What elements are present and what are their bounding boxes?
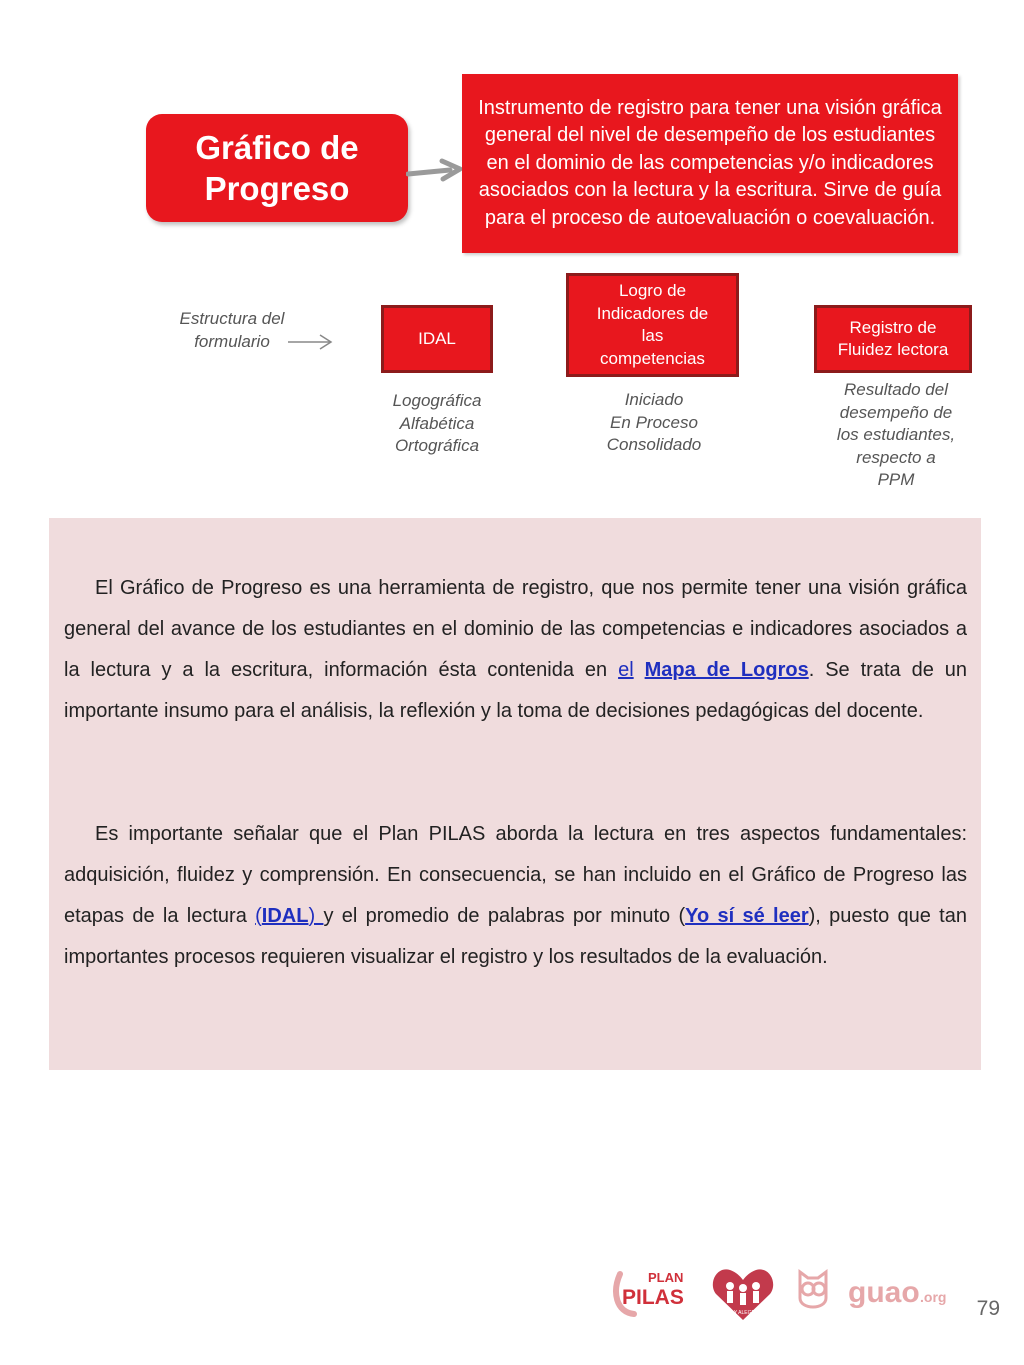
fe-y-alegria-text: FE Y ALEGRIA — [726, 1310, 760, 1316]
plan-pilas-logo — [616, 1270, 684, 1314]
thin-arrow-right-icon — [286, 332, 336, 352]
sub-item: Logográfica — [392, 391, 482, 410]
page-number: 79 — [976, 1297, 1000, 1320]
idal-link[interactable] — [255, 905, 323, 927]
sub-item: los estudiantes, — [836, 425, 956, 444]
sub-list-idal — [372, 390, 502, 458]
idal-link-open: ( — [255, 905, 262, 927]
guao-logo — [800, 1272, 946, 1309]
sub-item: Resultado del — [844, 380, 948, 399]
title-line-1: Gráfico de — [195, 129, 359, 166]
paragraph-2-text: Es importante señalar que el Plan PILAS aborda la lectura en tres aspectos fundamentales: adquisición, fluidez y comprensión. En consecuencia, se han incluido en el Gráfico de Progreso las etapas de la lectura — [64, 823, 967, 927]
sub-list-registro — [816, 379, 976, 492]
paragraph-1-text: El Gráfico de Progreso es una herramienta de registro, que nos permite tener una visión gráfica general del avance de los estudiantes en el dominio de las competencias e indicadores asociados a la lectura y a la escritura, información ésta contenida en — [64, 577, 967, 681]
sub-item: Alfabética — [399, 413, 475, 433]
arrow-right-icon — [406, 150, 466, 190]
paragraph-2 — [64, 814, 967, 978]
paragraph-1 — [64, 568, 967, 732]
category-box-idal — [381, 305, 493, 373]
fe-y-alegria-logo — [713, 1269, 773, 1320]
paragraph-2-text-end: ), puesto que tan importantes procesos requieren visualizar el registro y los resultados de la evaluación. — [64, 905, 967, 968]
structure-label-line-2: formulario — [194, 331, 270, 351]
sub-item: PPM — [877, 470, 915, 489]
idal-link-label: IDAL — [261, 905, 309, 927]
sub-list-logro — [574, 389, 734, 457]
guao-org-text: .org — [920, 1289, 947, 1305]
sub-item: Consolidado — [606, 435, 702, 454]
structure-label-line-1: Estructura del — [179, 309, 285, 328]
sub-item: desempeño de — [839, 402, 953, 422]
title-box — [146, 114, 408, 222]
category-box-registro — [814, 305, 972, 373]
guao-text: guao — [848, 1276, 920, 1309]
category-label-registro: Registro de Fluidez lectora — [837, 317, 949, 359]
yo-si-se-leer-link[interactable]: Yo sí sé leer — [685, 905, 809, 927]
paragraph-1-text-end: . Se trata de un importante insumo para el análisis, la reflexión y la toma de decisiones pedagógicas del docente. — [64, 659, 967, 722]
structure-label — [162, 308, 302, 353]
sub-item: En Proceso — [610, 412, 698, 432]
sub-item: respecto a — [856, 447, 936, 467]
partner-logos — [612, 1262, 962, 1324]
logos-footer — [612, 1262, 962, 1324]
mapa-de-logros-link-bold[interactable]: Mapa de Logros — [644, 659, 809, 681]
category-box-logro — [566, 273, 739, 377]
sub-item: Iniciado — [624, 390, 684, 409]
idal-link-close: ) — [308, 905, 324, 927]
sub-item: Ortográfica — [394, 436, 480, 455]
mapa-de-logros-link[interactable]: el — [618, 659, 634, 681]
description-text: Instrumento de registro para tener una visión gráfica general del nivel de desempeño de los estudiantes en el dominio de las competencias y/o indicadores asociados con la lectura y la escritura. Sirve de guía para el proceso de autoevaluación o coevaluación. — [478, 96, 942, 229]
paragraph-2-text-mid: y el promedio de palabras por minuto ( — [323, 905, 686, 927]
pilas-text: PILAS — [622, 1286, 684, 1309]
category-label-idal: IDAL — [418, 328, 456, 348]
title-line-2: Progreso — [204, 170, 350, 207]
plan-text: PLAN — [648, 1270, 684, 1285]
description-box — [462, 74, 958, 253]
category-label-logro: Logro de Indicadores de las competencias — [596, 281, 709, 368]
